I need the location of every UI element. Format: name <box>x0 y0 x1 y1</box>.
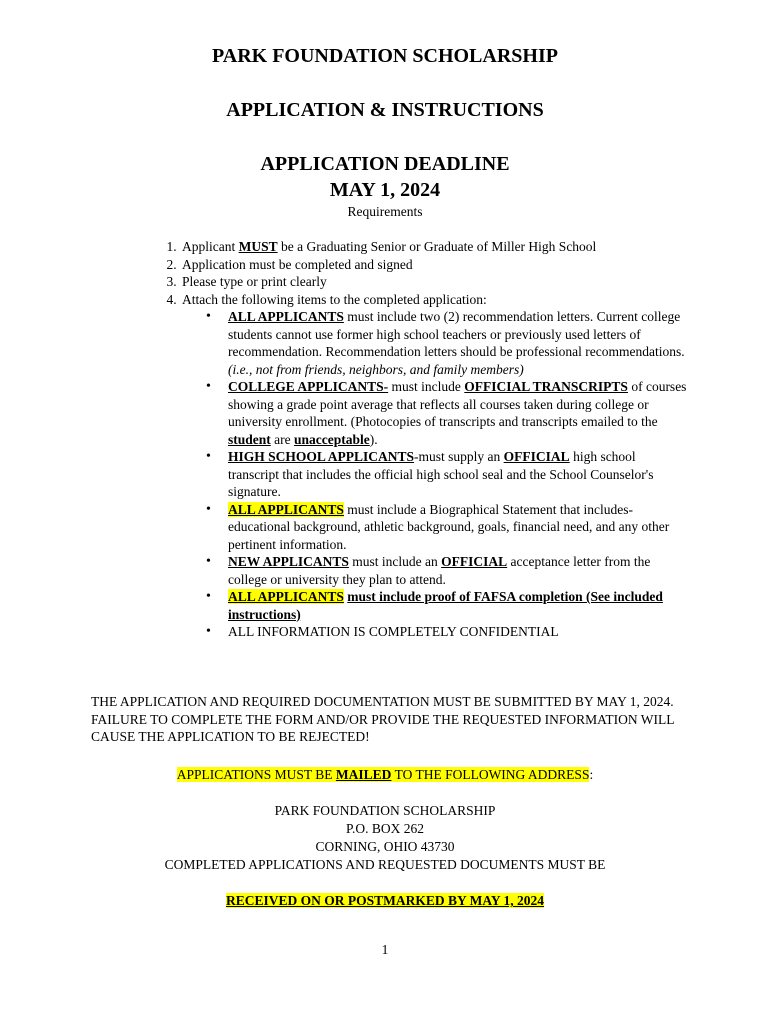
list-item: 2. Application must be completed and signed <box>180 256 700 274</box>
address-box: P.O. BOX 262 <box>345 821 424 836</box>
mail-instruction-text <box>177 767 590 782</box>
emphasis: OFFICIAL TRANSCRIPTS <box>464 379 628 394</box>
list-item <box>228 501 688 554</box>
deadline-date: MAY 1, 2024 <box>329 179 441 201</box>
text: be a Graduating Senior or Graduate of Miller High School <box>277 239 597 254</box>
deadline-heading: APPLICATION DEADLINE <box>260 153 510 175</box>
text: TO THE FOLLOWING ADDRESS <box>391 767 590 782</box>
list-item <box>228 553 688 588</box>
list-item <box>228 378 688 448</box>
list-item <box>228 588 688 623</box>
page-number: 1 <box>381 942 389 957</box>
note: (i.e., not from friends, neighbors, and family members) <box>228 361 524 377</box>
list-item: 3. Please type or print clearly <box>180 273 700 291</box>
emphasis: MUST <box>238 239 278 254</box>
address-name: PARK FOUNDATION SCHOLARSHIP <box>274 803 496 818</box>
list-item <box>180 291 700 641</box>
text: must include two (2) recommendation letters. Current college students cannot use former high school teachers or previously used letters of recommendation. Recommendation letters should be professional recommendations. <box>228 309 685 359</box>
emphasis: must include proof of FAFSA completion (See included instructions) <box>228 589 663 622</box>
received-text: RECEIVED ON OR POSTMARKED BY MAY 1, 2024 <box>225 893 545 908</box>
text: must include an <box>348 554 442 569</box>
text: -must supply an <box>414 449 504 464</box>
text: Applicant <box>182 239 239 254</box>
list-item <box>228 448 688 501</box>
text: Attach the following items to the completed application: <box>182 291 487 307</box>
label: ALL APPLICANTS <box>228 589 344 604</box>
text: ). <box>369 431 378 447</box>
text: acceptance letter from the college or university they plan to attend. <box>228 554 651 587</box>
requirements-heading: Requirements <box>347 204 423 219</box>
list-item <box>180 238 700 256</box>
emphasis: OFFICIAL <box>503 449 570 464</box>
label: COLLEGE APPLICANTS- <box>228 379 389 394</box>
submission-notice: THE APPLICATION AND REQUIRED DOCUMENTATION MUST BE SUBMITTED BY MAY 1, 2024. FAILURE TO COMPLETE THE FORM AND/OR PROVIDE THE REQUESTED INFORMATION WILL CAUSE THE APPLICATION TO BE REJECTED! <box>91 694 675 744</box>
label: ALL APPLICANTS <box>228 501 344 517</box>
text: : <box>589 767 594 782</box>
text: must include a Biographical Statement that includes- educational background, athletic background, goals, financial need, and any other pertinent information. <box>228 501 670 552</box>
mail-instruction <box>0 766 770 784</box>
address-city: CORNING, OHIO 43730 <box>315 839 455 854</box>
text: must include <box>388 379 465 394</box>
attachments-list <box>182 308 688 641</box>
list-item <box>228 308 688 378</box>
text: APPLICATIONS MUST BE <box>176 767 336 782</box>
page-title: PARK FOUNDATION SCHOLARSHIP <box>212 45 558 67</box>
label: ALL APPLICANTS <box>228 309 344 324</box>
subtitle: APPLICATION & INSTRUCTIONS <box>226 99 544 121</box>
text: of courses showing a grade point average that reflects all courses taken during college or university enrollment. (Photocopies of transcripts and transcripts emailed to the <box>228 379 687 429</box>
completed-note: COMPLETED APPLICATIONS AND REQUESTED DOCUMENTS MUST BE <box>164 857 606 872</box>
received-deadline <box>0 892 770 910</box>
label: NEW APPLICANTS <box>228 554 349 569</box>
emphasis: MAILED <box>335 767 392 782</box>
emphasis: OFFICIAL <box>441 554 508 569</box>
text: high school transcript that includes the official high school seal and the School Counselor's signature. <box>228 449 654 499</box>
emphasis: unacceptable <box>294 431 370 447</box>
requirements-list <box>134 238 700 641</box>
text: are <box>270 431 294 447</box>
label: HIGH SCHOOL APPLICANTS <box>228 449 415 464</box>
list-item: • ALL INFORMATION IS COMPLETELY CONFIDENTIAL <box>228 623 688 641</box>
emphasis: student <box>228 431 271 447</box>
